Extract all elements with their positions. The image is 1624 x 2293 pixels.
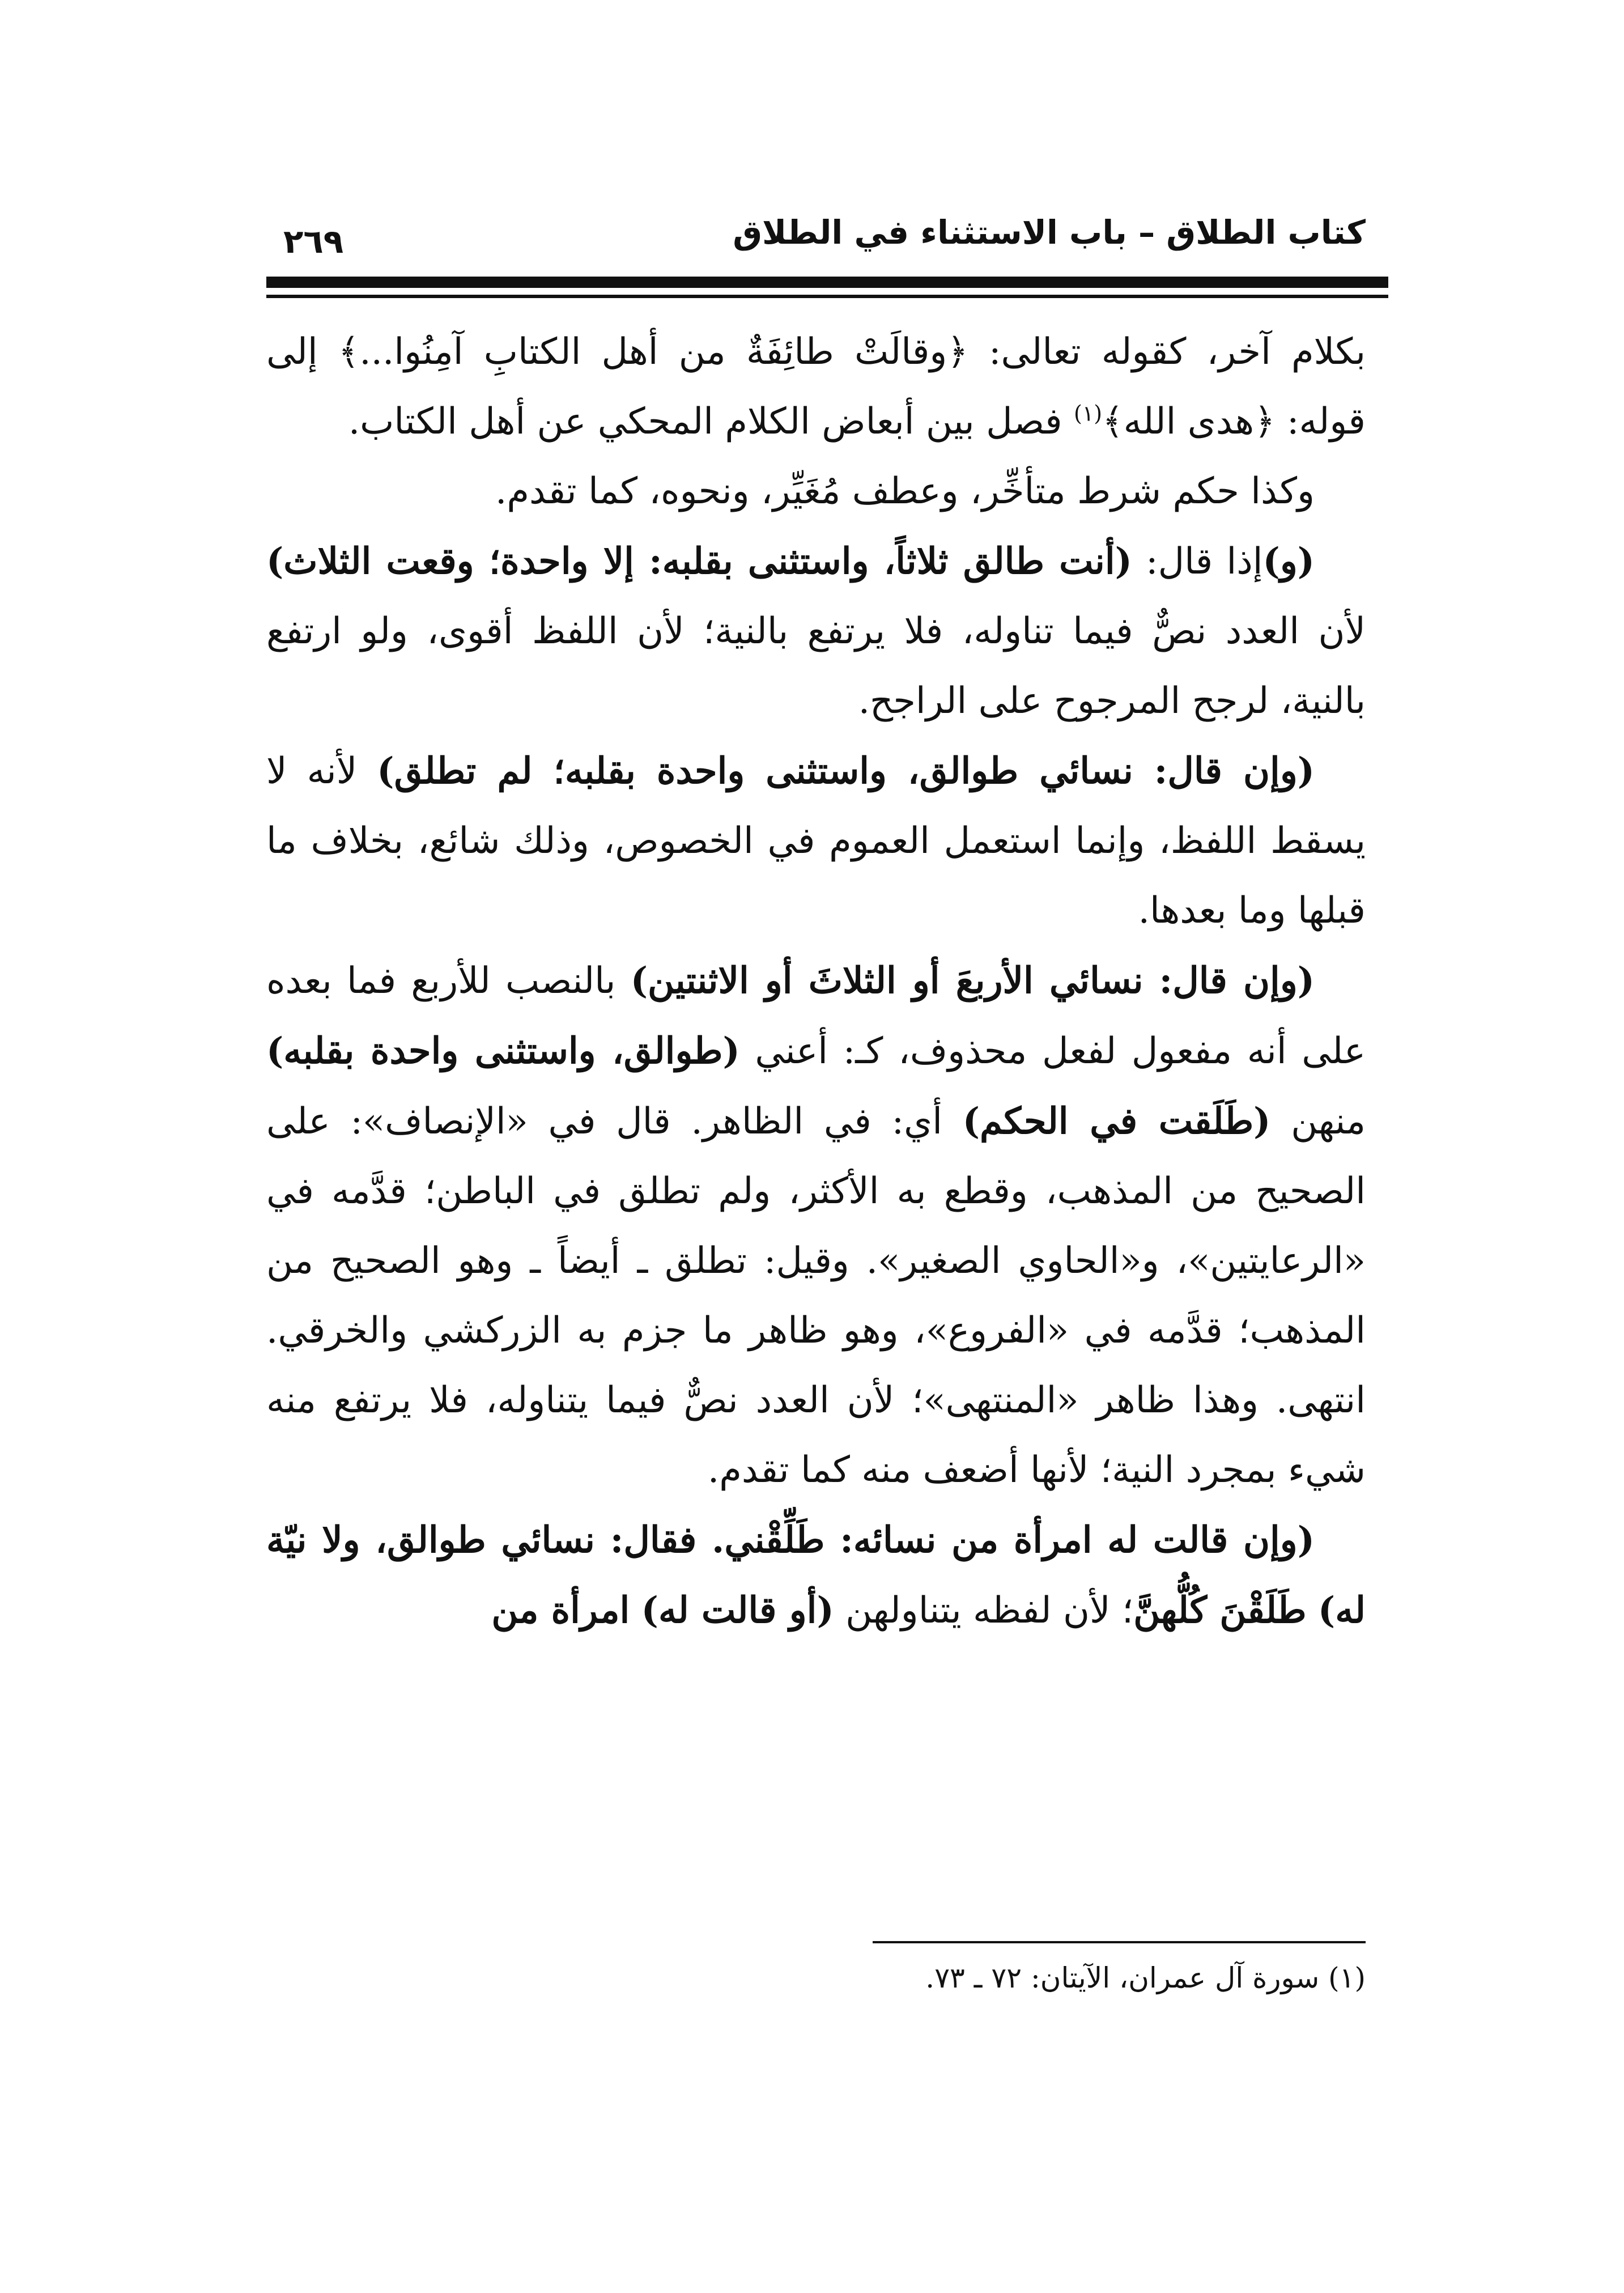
text-run: وكذا حكم شرط متأخِّر، وعطف مُغَيِّر، ونحوه، كما تقدم.	[495, 470, 1315, 512]
bold-text-run: (أو قالت له)	[641, 1589, 834, 1632]
header-rule-thick	[266, 277, 1388, 288]
header-rule-thin	[266, 295, 1388, 298]
footnote-item	[266, 1955, 1366, 2001]
bold-text-run: (وإن قال: نسائي الأربعَ أو الثلاثَ أو الاثنتين)	[630, 959, 1315, 1002]
page-number: ٢٦٩	[283, 222, 344, 261]
bold-text-run: طَلَقْنَ كُلُّهنَّ	[1133, 1589, 1307, 1632]
bold-text-run: (و)	[1262, 540, 1315, 583]
bold-text-run: امرأة من	[491, 1589, 630, 1632]
footnote-text: سورة آل عمران، الآيتان: ٧٢ ـ ٧٣.	[925, 1961, 1329, 1994]
body-text	[266, 317, 1366, 1646]
bold-text-run: (أنت طالق ثلاثاً، واستثنى بقلبه: إلا واحدة؛ وقعت الثلاث)	[266, 540, 1132, 583]
paragraph-p5	[266, 946, 1366, 1505]
text-run: إذا قال:	[1132, 541, 1263, 583]
footnotes	[266, 1955, 1366, 2001]
running-title: كتاب الطلاق – باب الاستثناء في الطلاق	[733, 213, 1366, 252]
paragraph-p2	[266, 457, 1366, 526]
bold-text-run: (طَلَقت في الحكم)	[962, 1100, 1271, 1143]
footnote-marker: (١)	[1328, 1961, 1366, 1994]
bold-text-run: (طوالق، واستثنى واحدة بقلبه)	[266, 1030, 740, 1072]
paragraph-p4	[266, 736, 1366, 946]
text-run	[1307, 1590, 1318, 1632]
text-run: ؛ لأن لفظه يتناولهن	[834, 1590, 1134, 1632]
text-run: منهن	[1270, 1101, 1366, 1143]
text-run: لأنه لا يسقط اللفظ، وإنما استعمل العموم في الخصوص، وذلك شائع، بخلاف ما قبلها وما بعدها.	[266, 750, 1366, 932]
text-run	[630, 1590, 641, 1632]
paragraph-p6	[266, 1505, 1366, 1646]
footnote-reference: (١)	[1073, 401, 1103, 426]
paragraph-p1	[266, 317, 1366, 457]
bold-text-run: (وإن قالت له امرأة من نسائه: طَلِّقْني. فقال: نسائي طوالق، ولا نيّة له)	[266, 1519, 1366, 1632]
text-run: بكلام آخر، كقوله تعالى: ﴿وقالَتْ طائِفَةٌ من أهل الكتابِ آمِنُوا...﴾ إلى قوله: ﴿هدى الله﴾	[266, 331, 1366, 443]
text-run: أي: في الظاهر. قال في «الإنصاف»: على الصحيح من المذهب، وقطع به الأكثر، ولم تطلق في الباطن؛ قدَّمه في «الرعايتين»، و«الحاوي الصغير». وقيل: تطلق ـ أيضاً ـ وهو الصحيح من المذهب؛ قدَّمه في «الفروع»، وهو ظاهر ما جزم به الزركشي والخرقي. انتهى. وهذا ظاهر «المنتهى»؛ لأن العدد نصٌّ فيما يتناوله، فلا يرتفع منه شيء بمجرد النية؛ لأنها أضعف منه كما تقدم.	[266, 1101, 1366, 1491]
text-run: فصل بين أبعاض الكلام المحكي عن أهل الكتاب.	[348, 401, 1074, 443]
bold-text-run: (وإن قال: نسائي طوالق، واستثنى واحدة بقلبه؛ لم تطلق)	[377, 750, 1315, 792]
paragraph-p3	[266, 526, 1366, 736]
text-run: بالنصب للأربع فما بعده على أنه مفعول لفعل محذوف، كـ: أعني	[266, 960, 1366, 1072]
page-header	[266, 204, 1388, 266]
footnote-separator	[873, 1941, 1366, 1943]
text-run: لأن العدد نصٌّ فيما تناوله، فلا يرتفع بالنية؛ لأن اللفظ أقوى، ولو ارتفع بالنية، لرجح المرجوح على الراجح.	[266, 610, 1366, 722]
